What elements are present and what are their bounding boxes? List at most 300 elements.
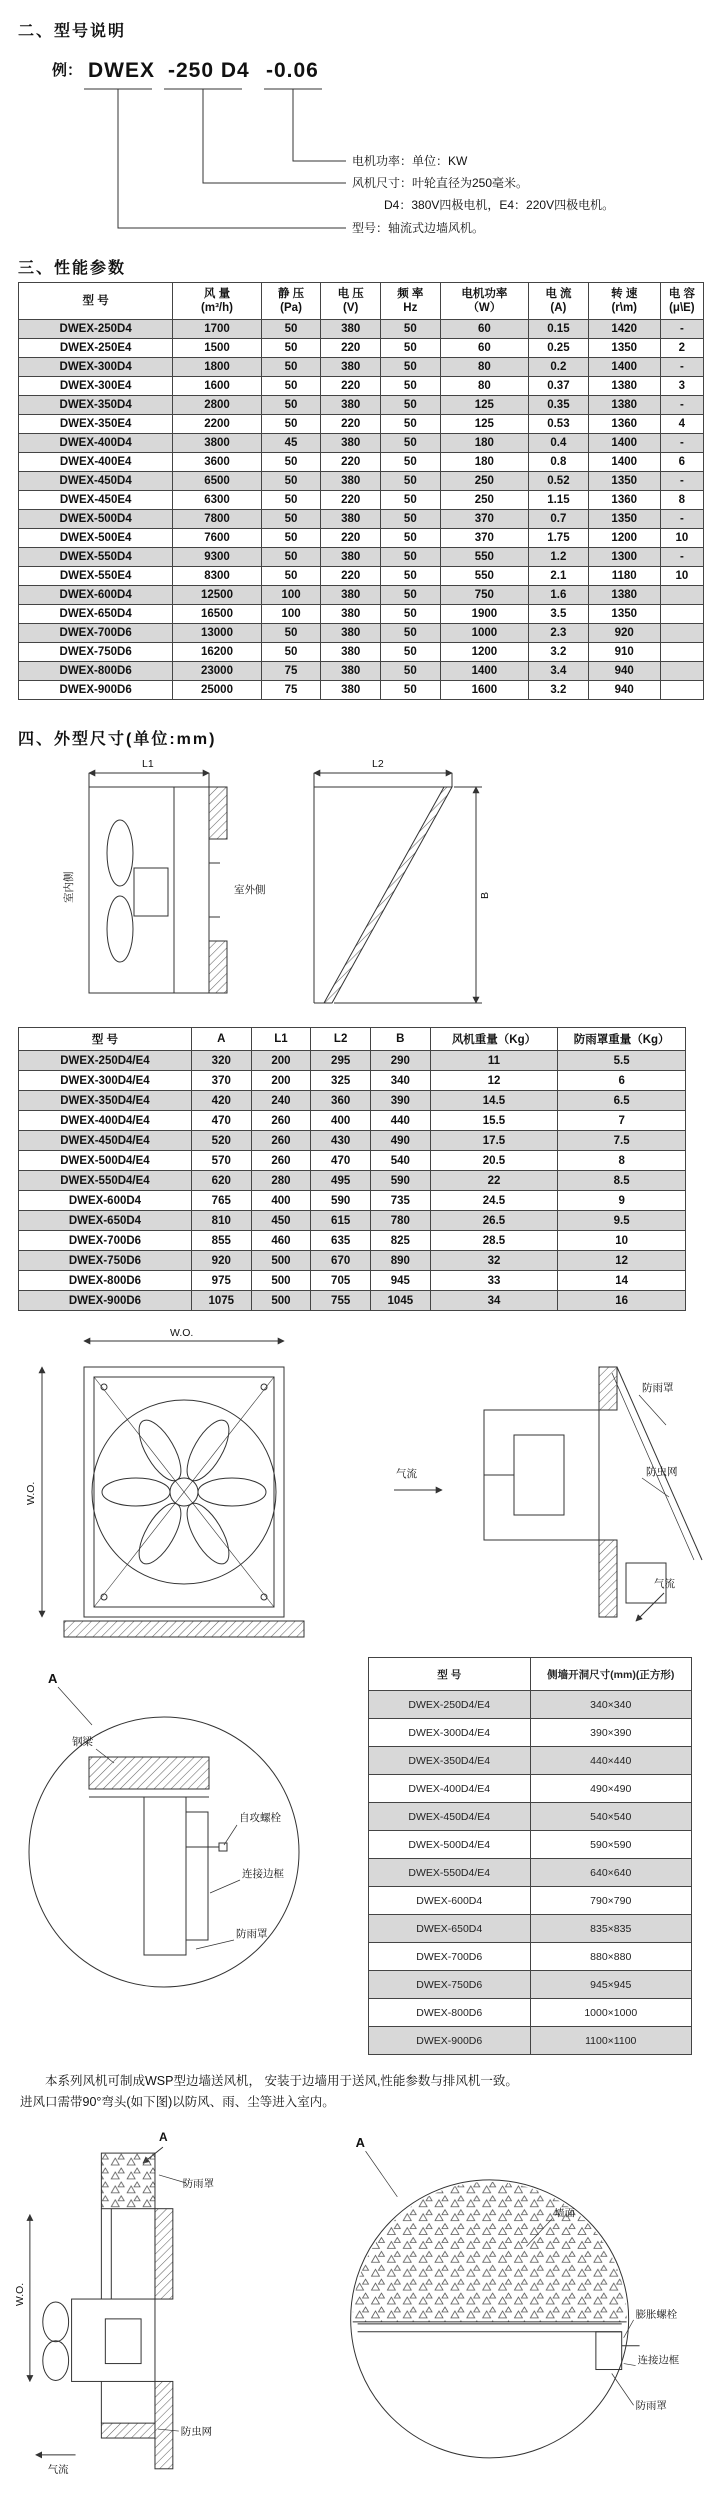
- performance-table-head: [19, 283, 704, 320]
- table-cell: 470: [311, 1151, 371, 1171]
- mounting-detail-drawing: [14, 1657, 354, 2009]
- leader-lines: [84, 89, 346, 228]
- table-cell: 100: [261, 586, 321, 605]
- expansion-bolt-label: 膨胀螺栓: [635, 2309, 678, 2321]
- table-cell: 50: [261, 358, 321, 377]
- column-header: 电 容 (μ\E): [660, 283, 703, 320]
- table-row: [369, 1691, 692, 1719]
- table-cell: 460: [251, 1231, 311, 1251]
- indoor-side-label: 室内侧: [63, 871, 75, 903]
- table-cell: 4: [660, 415, 703, 434]
- table-cell: 0.35: [529, 396, 589, 415]
- table-cell: 220: [321, 529, 381, 548]
- table-cell: 50: [381, 434, 441, 453]
- wall-surface-label: 墙面: [554, 2208, 575, 2220]
- performance-table-body: [19, 320, 704, 700]
- table-cell: 14: [558, 1271, 686, 1291]
- table-cell: 1000×1000: [530, 1999, 692, 2027]
- table-cell: 13000: [173, 624, 261, 643]
- table-cell: 520: [191, 1131, 251, 1151]
- wall-fixing-detail-shapes: [351, 2151, 640, 2458]
- table-cell: [660, 586, 703, 605]
- table-cell: 100: [261, 605, 321, 624]
- table-cell: 2800: [173, 396, 261, 415]
- table-cell: 390×390: [530, 1719, 692, 1747]
- table-cell: 1600: [173, 377, 261, 396]
- column-header: 型 号: [19, 1028, 192, 1051]
- table-cell: 430: [311, 1131, 371, 1151]
- table-cell: 2200: [173, 415, 261, 434]
- connecting-frame-label: 连接边框: [242, 1868, 284, 1880]
- table-cell: 640×640: [530, 1859, 692, 1887]
- table-cell: DWEX-450D4/E4: [369, 1803, 531, 1831]
- table-row: [369, 1943, 692, 1971]
- table-cell: DWEX-650D4: [19, 605, 173, 624]
- table-cell: 3: [660, 377, 703, 396]
- table-cell: 380: [321, 510, 381, 529]
- column-header: 风机重量（Kg）: [430, 1028, 558, 1051]
- table-cell: 50: [261, 529, 321, 548]
- table-cell: 24.5: [430, 1191, 558, 1211]
- table-cell: [660, 624, 703, 643]
- table-row: [369, 1915, 692, 1943]
- table-cell: 380: [321, 662, 381, 681]
- table-row: [19, 1091, 686, 1111]
- table-cell: 470: [191, 1111, 251, 1131]
- table-cell: 705: [311, 1271, 371, 1291]
- table-cell: 50: [261, 548, 321, 567]
- table-cell: 420: [191, 1091, 251, 1111]
- mounting-detail-shapes: [29, 1687, 299, 1987]
- table-cell: DWEX-800D6: [19, 662, 173, 681]
- table-row: [19, 567, 704, 586]
- table-cell: 14.5: [430, 1091, 558, 1111]
- table-cell: 9300: [173, 548, 261, 567]
- table-cell: DWEX-450D4/E4: [19, 1131, 192, 1151]
- table-cell: 0.37: [529, 377, 589, 396]
- table-cell: DWEX-250E4: [19, 339, 173, 358]
- table-cell: 220: [321, 453, 381, 472]
- model-explanation-diagram: [14, 45, 704, 243]
- table-cell: DWEX-900D6: [19, 681, 173, 700]
- table-cell: 3.2: [529, 681, 589, 700]
- table-cell: 50: [381, 662, 441, 681]
- table-cell: 6: [660, 453, 703, 472]
- table-cell: DWEX-600D4: [19, 586, 173, 605]
- table-cell: 50: [381, 643, 441, 662]
- performance-table: [18, 282, 704, 700]
- detail-marker: A: [48, 1671, 58, 1686]
- table-cell: 220: [321, 491, 381, 510]
- table-cell: -: [660, 396, 703, 415]
- table-cell: 670: [311, 1251, 371, 1271]
- table-cell: DWEX-500E4: [19, 529, 173, 548]
- table-cell: 28.5: [430, 1231, 558, 1251]
- table-cell: 910: [588, 643, 660, 662]
- table-cell: DWEX-600D4: [19, 1191, 192, 1211]
- table-cell: -: [660, 472, 703, 491]
- table-cell: 490×490: [530, 1775, 692, 1803]
- table-cell: 1075: [191, 1291, 251, 1311]
- column-header: 电 流 (A): [529, 283, 589, 320]
- elbow-airflow-label: 气流: [47, 2464, 69, 2476]
- table-cell: DWEX-550E4: [19, 567, 173, 586]
- table-row: [19, 624, 704, 643]
- header-row: [19, 283, 704, 320]
- wall-opening-table: [368, 1657, 692, 2055]
- table-cell: DWEX-500D4/E4: [369, 1831, 531, 1859]
- table-cell: 940: [588, 662, 660, 681]
- section4-heading: 四、外型尺寸(单位:mm): [18, 731, 217, 748]
- table-cell: 550: [440, 548, 528, 567]
- table-cell: 280: [251, 1171, 311, 1191]
- table-cell: 22: [430, 1171, 558, 1191]
- table-cell: 0.15: [529, 320, 589, 339]
- installation-drawings: [14, 1325, 714, 1643]
- table-cell: 50: [261, 624, 321, 643]
- table-cell: 1420: [588, 320, 660, 339]
- table-cell: 370: [440, 510, 528, 529]
- table-cell: 1100×1100: [530, 2027, 692, 2055]
- table-cell: 50: [381, 567, 441, 586]
- note-motor-type: D4：380V四极电机，E4：220V四极电机。: [384, 198, 615, 212]
- table-cell: 1360: [588, 491, 660, 510]
- table-row: [19, 643, 704, 662]
- table-cell: 26.5: [430, 1211, 558, 1231]
- table-cell: 500: [251, 1251, 311, 1271]
- table-cell: 3.5: [529, 605, 589, 624]
- table-cell: 0.4: [529, 434, 589, 453]
- table-cell: 50: [381, 681, 441, 700]
- table-cell: 6300: [173, 491, 261, 510]
- table-cell: 7.5: [558, 1131, 686, 1151]
- column-header: 侧墙开洞尺寸(mm)(正方形): [530, 1658, 692, 1691]
- table-cell: 940: [588, 681, 660, 700]
- table-row: [369, 1971, 692, 1999]
- table-cell: 855: [191, 1231, 251, 1251]
- dimensions-table: [18, 1027, 686, 1311]
- table-cell: DWEX-400E4: [19, 453, 173, 472]
- table-row: [369, 1803, 692, 1831]
- elbow-wo-label: W.O.: [14, 2282, 26, 2306]
- table-cell: 260: [251, 1111, 311, 1131]
- table-cell: 615: [311, 1211, 371, 1231]
- table-cell: DWEX-300D4/E4: [369, 1719, 531, 1747]
- table-cell: 8: [558, 1151, 686, 1171]
- table-row: [19, 358, 704, 377]
- table-cell: 1800: [173, 358, 261, 377]
- table-cell: 125: [440, 415, 528, 434]
- elbow-rain-hood-label: 防雨罩: [182, 2178, 214, 2190]
- table-row: [19, 1071, 686, 1091]
- table-cell: 50: [261, 320, 321, 339]
- model-code-power: -0.06: [266, 59, 319, 82]
- table-cell: 20.5: [430, 1151, 558, 1171]
- table-cell: 920: [191, 1251, 251, 1271]
- table-cell: DWEX-550D4/E4: [369, 1859, 531, 1887]
- table-cell: 920: [588, 624, 660, 643]
- table-cell: 3800: [173, 434, 261, 453]
- table-cell: DWEX-450E4: [19, 491, 173, 510]
- table-cell: 9.5: [558, 1211, 686, 1231]
- table-cell: 3.2: [529, 643, 589, 662]
- table-cell: 540: [370, 1151, 430, 1171]
- table-cell: 50: [381, 415, 441, 434]
- table-cell: 1300: [588, 548, 660, 567]
- table-cell: 370: [440, 529, 528, 548]
- table-cell: 12: [430, 1071, 558, 1091]
- table-row: [19, 605, 704, 624]
- table-cell: 75: [261, 681, 321, 700]
- table-row: [19, 453, 704, 472]
- table-cell: 1400: [588, 358, 660, 377]
- table-cell: 11: [430, 1051, 558, 1071]
- model-code-series: DWEX: [88, 59, 155, 82]
- table-cell: 125: [440, 396, 528, 415]
- table-cell: 0.25: [529, 339, 589, 358]
- fan-front-view: [42, 1341, 304, 1637]
- elbow-marker-a: A: [158, 2129, 168, 2144]
- table-cell: 6: [558, 1071, 686, 1091]
- table-cell: 975: [191, 1271, 251, 1291]
- dim-l1-label: L1: [142, 758, 154, 770]
- fan-side-view: [89, 773, 227, 993]
- table-cell: DWEX-300D4/E4: [19, 1071, 192, 1091]
- outdoor-side-label: 室外側: [234, 884, 266, 896]
- table-cell: 0.8: [529, 453, 589, 472]
- table-cell: DWEX-300E4: [19, 377, 173, 396]
- header-row: [369, 1658, 692, 1691]
- table-row: [19, 662, 704, 681]
- table-cell: 570: [191, 1151, 251, 1171]
- table-cell: 1.2: [529, 548, 589, 567]
- example-label: 例：: [52, 62, 83, 79]
- table-row: [19, 415, 704, 434]
- table-cell: 0.53: [529, 415, 589, 434]
- table-cell: 1400: [588, 453, 660, 472]
- table-cell: 380: [321, 624, 381, 643]
- note-model-type: 型号：轴流式边墙风机。: [352, 221, 485, 235]
- table-cell: 790×790: [530, 1887, 692, 1915]
- column-header: 频 率 Hz: [381, 283, 441, 320]
- table-cell: 1350: [588, 510, 660, 529]
- notes-line-2: 进风口需带90°弯头(如下图)以防风、雨、尘等进入室内。: [20, 2095, 335, 2110]
- table-cell: 240: [251, 1091, 311, 1111]
- table-cell: DWEX-600D4: [369, 1887, 531, 1915]
- column-header: L2: [311, 1028, 371, 1051]
- column-header: B: [370, 1028, 430, 1051]
- table-cell: 370: [191, 1071, 251, 1091]
- elbow-insect-net-label: 防虫网: [180, 2426, 213, 2438]
- table-cell: 2: [660, 339, 703, 358]
- table-cell: 220: [321, 567, 381, 586]
- table-cell: 10: [558, 1231, 686, 1251]
- table-cell: 1.6: [529, 586, 589, 605]
- table-cell: 550: [440, 567, 528, 586]
- table-cell: 50: [261, 567, 321, 586]
- table-cell: 295: [311, 1051, 371, 1071]
- table-cell: 15.5: [430, 1111, 558, 1131]
- table-row: [369, 1747, 692, 1775]
- table-cell: 250: [440, 491, 528, 510]
- table-row: [19, 1211, 686, 1231]
- table-cell: 735: [370, 1191, 430, 1211]
- table-cell: 23000: [173, 662, 261, 681]
- table-cell: 890: [370, 1251, 430, 1271]
- table-cell: DWEX-900D6: [19, 1291, 192, 1311]
- table-cell: DWEX-550D4/E4: [19, 1171, 192, 1191]
- table-row: [19, 1111, 686, 1131]
- table-cell: 3600: [173, 453, 261, 472]
- table-cell: 1700: [173, 320, 261, 339]
- table-cell: 380: [321, 548, 381, 567]
- table-cell: 220: [321, 377, 381, 396]
- table-cell: 50: [381, 605, 441, 624]
- table-cell: DWEX-900D6: [369, 2027, 531, 2055]
- table-cell: 9: [558, 1191, 686, 1211]
- table-row: [19, 681, 704, 700]
- table-cell: DWEX-650D4: [369, 1915, 531, 1943]
- table-cell: 50: [381, 358, 441, 377]
- table-row: [369, 1999, 692, 2027]
- table-row: [369, 1859, 692, 1887]
- table-row: [369, 1887, 692, 1915]
- supply-elbow-shapes: [30, 2147, 186, 2469]
- table-cell: 50: [381, 396, 441, 415]
- table-cell: 50: [381, 529, 441, 548]
- table-cell: 50: [261, 377, 321, 396]
- table-cell: 500: [251, 1291, 311, 1311]
- table-cell: DWEX-250D4: [19, 320, 173, 339]
- table-cell: DWEX-500D4/E4: [19, 1151, 192, 1171]
- wall-rain-hood-label: 防雨罩: [635, 2400, 667, 2412]
- airflow-in-label: 气流: [396, 1468, 417, 1480]
- table-cell: 3.4: [529, 662, 589, 681]
- table-cell: 2.1: [529, 567, 589, 586]
- table-cell: 50: [261, 339, 321, 358]
- table-cell: 1380: [588, 586, 660, 605]
- table-row: [19, 396, 704, 415]
- table-cell: 320: [191, 1051, 251, 1071]
- table-cell: 180: [440, 453, 528, 472]
- table-cell: DWEX-350D4/E4: [19, 1091, 192, 1111]
- table-cell: [660, 605, 703, 624]
- table-cell: DWEX-300D4: [19, 358, 173, 377]
- table-cell: 490: [370, 1131, 430, 1151]
- rain-hood-side-view: [314, 773, 482, 1003]
- table-row: [19, 529, 704, 548]
- table-cell: 400: [251, 1191, 311, 1211]
- table-cell: 1.15: [529, 491, 589, 510]
- table-cell: 1200: [440, 643, 528, 662]
- column-header: 电 压 (V): [321, 283, 381, 320]
- table-cell: DWEX-500D4: [19, 510, 173, 529]
- table-cell: DWEX-250D4/E4: [19, 1051, 192, 1071]
- table-cell: 50: [261, 643, 321, 662]
- table-cell: 0.7: [529, 510, 589, 529]
- table-cell: 1900: [440, 605, 528, 624]
- notes-line-1: 本系列风机可制成WSP型边墙送风机， 安装于边墙用于送风,性能参数与排风机一致。: [45, 2074, 518, 2088]
- table-cell: -: [660, 548, 703, 567]
- column-header: 型 号: [369, 1658, 531, 1691]
- table-cell: 340: [370, 1071, 430, 1091]
- rain-hood-detail-label: 防雨罩: [236, 1928, 268, 1940]
- table-cell: DWEX-700D6: [19, 624, 173, 643]
- table-cell: 80: [440, 358, 528, 377]
- table-cell: DWEX-450D4: [19, 472, 173, 491]
- note-fan-size: 风机尺寸：叶轮直径为250毫米。: [352, 176, 529, 190]
- dimensions-table-body: [19, 1051, 686, 1311]
- table-cell: 50: [381, 586, 441, 605]
- table-cell: 17.5: [430, 1131, 558, 1151]
- table-cell: 380: [321, 320, 381, 339]
- table-cell: 25000: [173, 681, 261, 700]
- table-cell: 380: [321, 586, 381, 605]
- table-cell: DWEX-350D4/E4: [369, 1747, 531, 1775]
- table-cell: 765: [191, 1191, 251, 1211]
- airflow-out-label: 气流: [654, 1578, 675, 1590]
- table-cell: 440: [370, 1111, 430, 1131]
- table-cell: 80: [440, 377, 528, 396]
- table-cell: 755: [311, 1291, 371, 1311]
- column-header: 型 号: [19, 283, 173, 320]
- dimensions-table-head: [19, 1028, 686, 1051]
- table-cell: 440×440: [530, 1747, 692, 1775]
- table-cell: 0.2: [529, 358, 589, 377]
- table-row: [19, 1271, 686, 1291]
- table-row: [369, 1831, 692, 1859]
- table-cell: 945: [370, 1271, 430, 1291]
- table-row: [19, 1191, 686, 1211]
- table-cell: 360: [311, 1091, 371, 1111]
- table-row: [19, 1151, 686, 1171]
- table-cell: DWEX-400D4/E4: [369, 1775, 531, 1803]
- table-cell: 2.3: [529, 624, 589, 643]
- table-cell: DWEX-800D6: [369, 1999, 531, 2027]
- table-cell: 620: [191, 1171, 251, 1191]
- table-cell: 750: [440, 586, 528, 605]
- table-cell: 5.5: [558, 1051, 686, 1071]
- wo-top-label: W.O.: [170, 1327, 194, 1339]
- table-cell: 1350: [588, 605, 660, 624]
- table-row: [19, 491, 704, 510]
- table-cell: DWEX-550D4: [19, 548, 173, 567]
- table-row: [19, 377, 704, 396]
- table-cell: 1400: [588, 434, 660, 453]
- table-cell: 400: [311, 1111, 371, 1131]
- table-cell: 1600: [440, 681, 528, 700]
- table-cell: 1045: [370, 1291, 430, 1311]
- table-cell: DWEX-750D6: [19, 643, 173, 662]
- table-cell: 880×880: [530, 1943, 692, 1971]
- table-cell: DWEX-650D4: [19, 1211, 192, 1231]
- wall-detail-marker: A: [355, 2134, 365, 2150]
- notes-paragraph: [20, 2071, 697, 2114]
- table-cell: DWEX-400D4: [19, 434, 173, 453]
- table-cell: 1380: [588, 377, 660, 396]
- table-cell: 8: [660, 491, 703, 510]
- table-cell: 250: [440, 472, 528, 491]
- table-cell: 200: [251, 1051, 311, 1071]
- table-cell: 380: [321, 396, 381, 415]
- table-cell: 50: [261, 472, 321, 491]
- table-cell: 635: [311, 1231, 371, 1251]
- dim-b-label: B: [479, 891, 491, 899]
- table-cell: 1.75: [529, 529, 589, 548]
- table-cell: 500: [251, 1271, 311, 1291]
- table-cell: -: [660, 510, 703, 529]
- table-cell: 50: [381, 491, 441, 510]
